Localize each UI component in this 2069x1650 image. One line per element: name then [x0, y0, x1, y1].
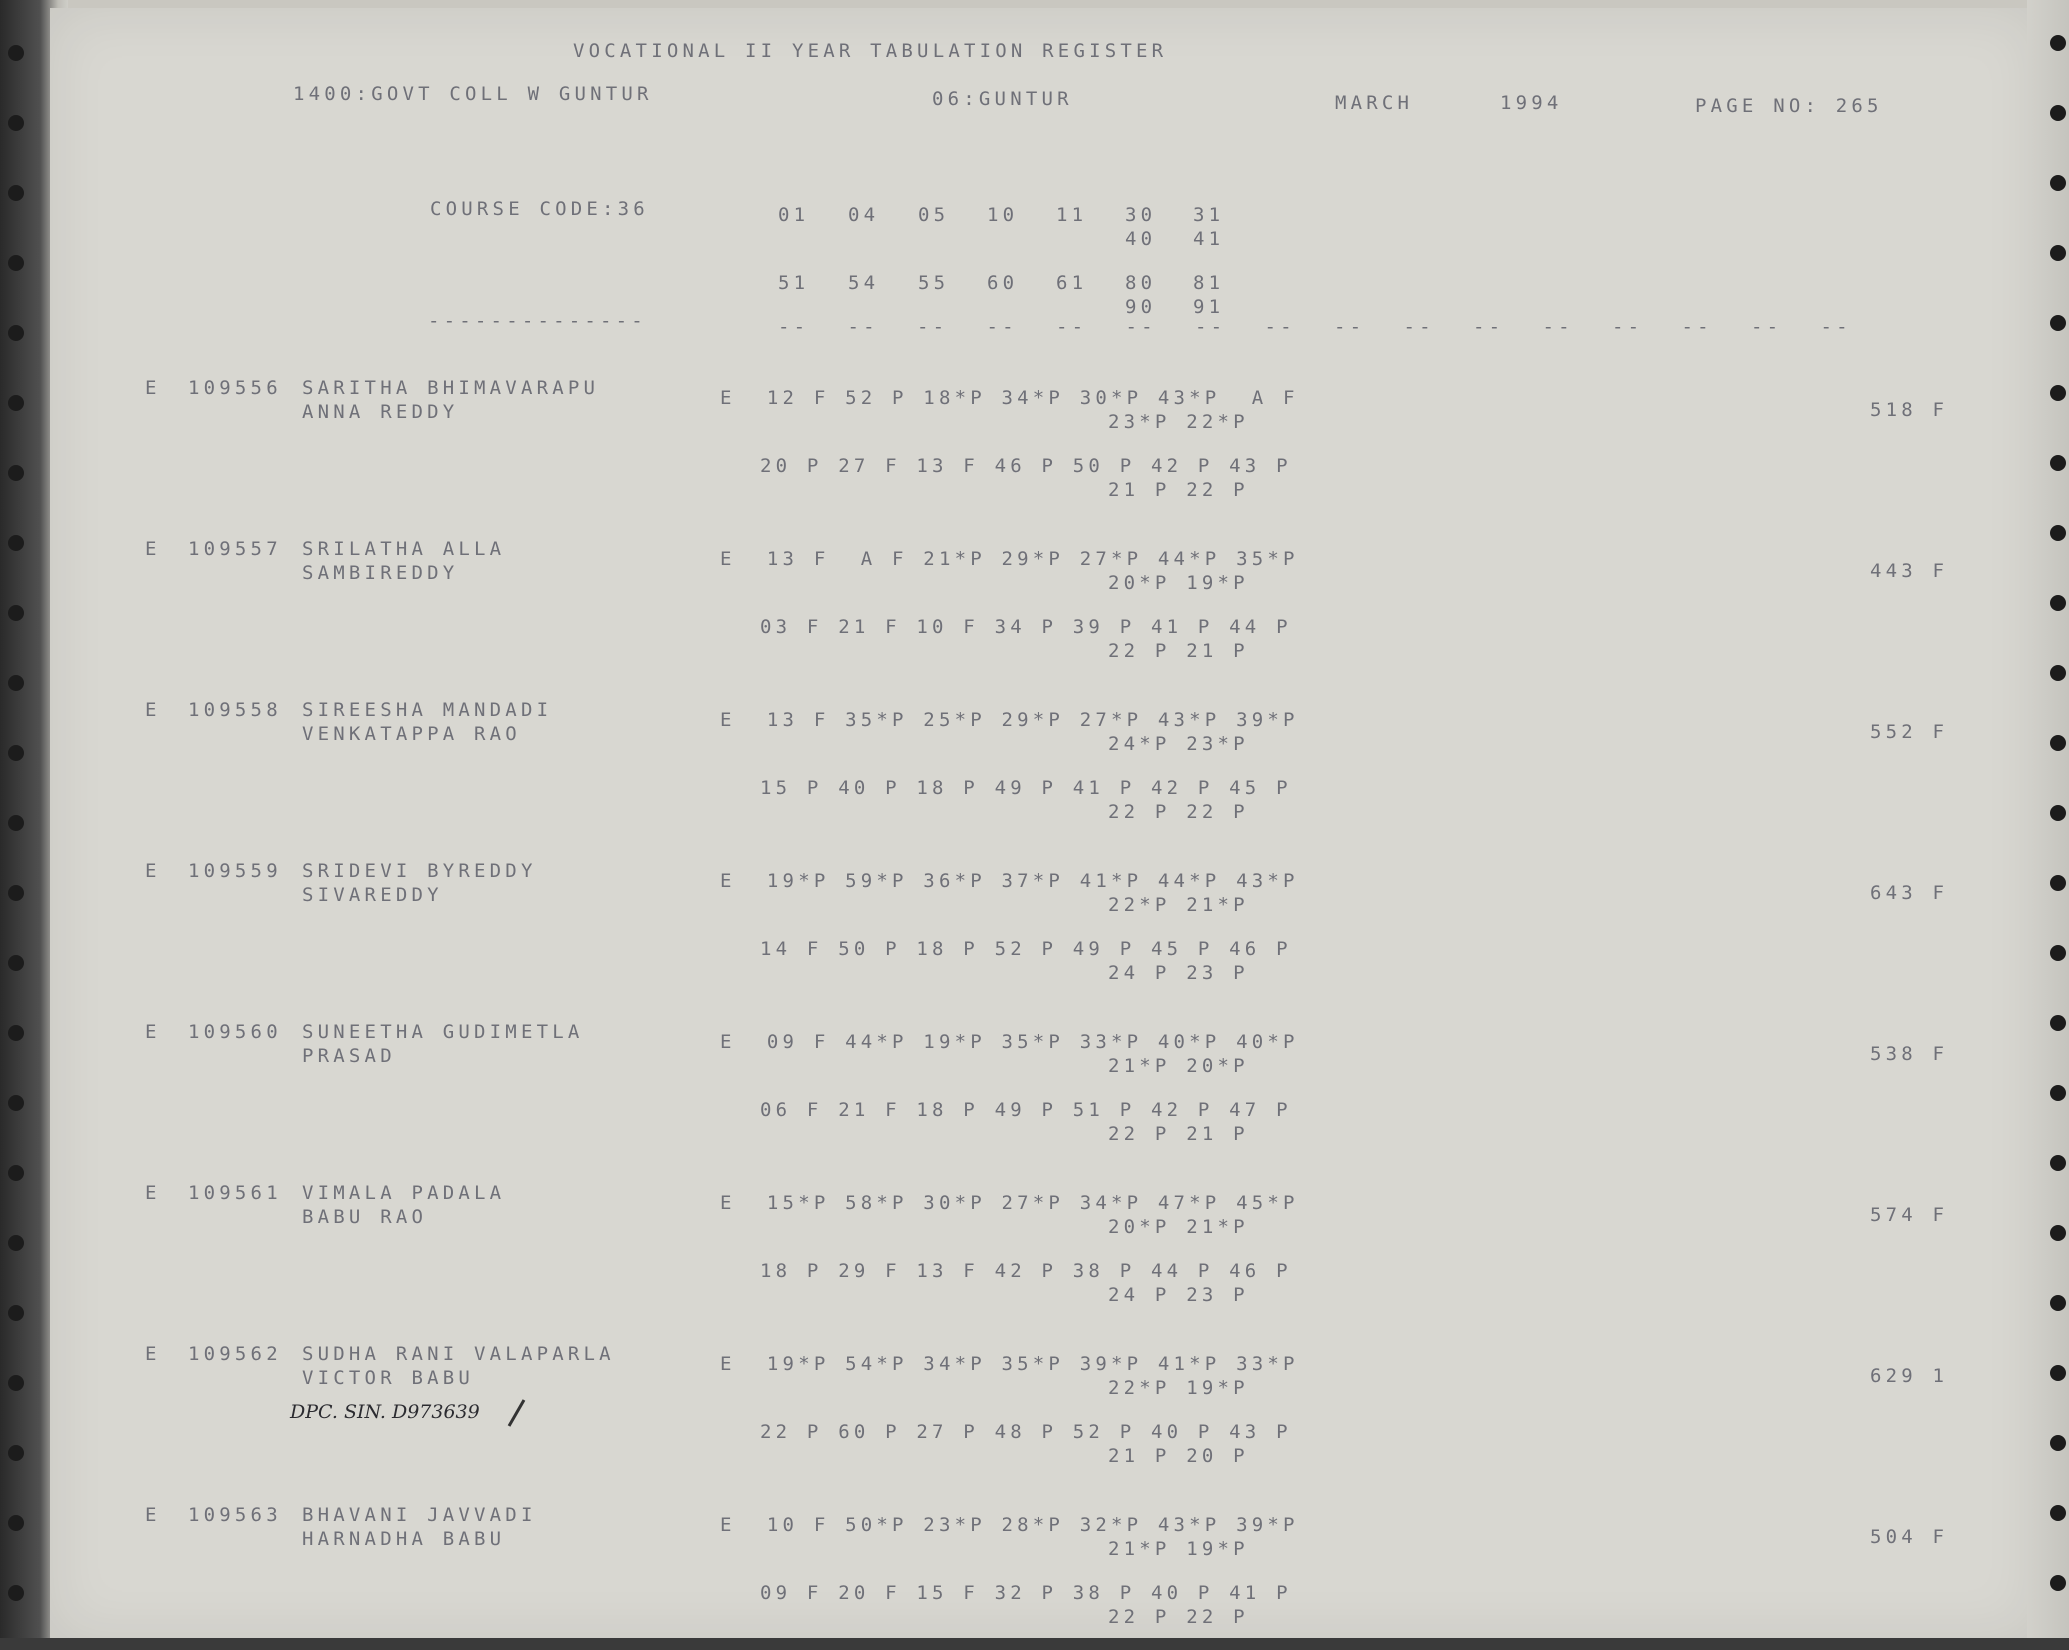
student-name: SARITHA BHIMAVARAPU [302, 377, 600, 399]
exam-month: MARCH [1335, 92, 1414, 114]
parent-name: BABU RAO [302, 1206, 428, 1228]
tractor-hole [8, 115, 24, 131]
marks-row-1b: 24*P 23*P [1108, 733, 1249, 755]
column-separator: -- [1751, 316, 1783, 338]
course-underline: -------------- [428, 310, 647, 332]
marks-row-1b: 22*P 21*P [1108, 894, 1249, 916]
record-flag: E [145, 860, 161, 882]
tractor-hole [2050, 1505, 2066, 1521]
marks-row-1b: 23*P 22*P [1108, 411, 1249, 433]
marks-row-1: E 19*P 54*P 34*P 35*P 39*P 41*P 33*P [720, 1353, 1299, 1375]
student-name: SRIDEVI BYREDDY [302, 860, 537, 882]
total-result: 443 F [1870, 560, 1949, 582]
tractor-hole [2050, 805, 2066, 821]
column-separator: -- [1403, 316, 1435, 338]
parent-name: HARNADHA BABU [302, 1528, 506, 1550]
tractor-hole [8, 1375, 24, 1391]
tractor-hole [2050, 455, 2066, 471]
exam-year: 1994 [1500, 92, 1563, 114]
total-result: 574 F [1870, 1204, 1949, 1226]
subject-code: 11 [1056, 204, 1088, 226]
tractor-hole [2050, 945, 2066, 961]
tractor-hole [8, 465, 24, 481]
tractor-hole [8, 745, 24, 761]
total-result: 518 F [1870, 399, 1949, 421]
tractor-hole [2050, 105, 2066, 121]
tractor-hole [8, 885, 24, 901]
course-code: COURSE CODE:36 [430, 198, 649, 220]
parent-name: SIVAREDDY [302, 884, 443, 906]
tractor-hole [2050, 1365, 2066, 1381]
tractor-hole [2050, 525, 2066, 541]
marks-row-2: 22 P 60 P 27 P 48 P 52 P 40 P 43 P [760, 1421, 1292, 1443]
marks-row-1b: 21*P 19*P [1108, 1538, 1249, 1560]
tractor-hole [8, 675, 24, 691]
marks-row-2: 14 F 50 P 18 P 52 P 49 P 45 P 46 P [760, 938, 1292, 960]
tractor-hole [2050, 315, 2066, 331]
subject-code: 60 [987, 272, 1019, 294]
parent-name: SAMBIREDDY [302, 562, 459, 584]
college-name: 1400:GOVT COLL W GUNTUR [293, 83, 653, 105]
column-separator: -- [986, 316, 1018, 338]
subject-code: 55 [918, 272, 950, 294]
marks-row-1b: 20*P 21*P [1108, 1216, 1249, 1238]
district-name: 06:GUNTUR [932, 88, 1073, 110]
tractor-hole [2050, 1225, 2066, 1241]
column-separator: -- [847, 316, 879, 338]
total-result: 629 1 [1870, 1365, 1949, 1387]
tractor-hole [2050, 385, 2066, 401]
marks-row-2b: 22 P 21 P [1108, 640, 1249, 662]
roll-number: 109558 [188, 699, 282, 721]
parent-name: VENKATAPPA RAO [302, 723, 521, 745]
subject-code: 05 [918, 204, 950, 226]
roll-number: 109559 [188, 860, 282, 882]
tabulation-sheet [50, 8, 2040, 1640]
tractor-hole [2050, 1435, 2066, 1451]
subject-code: 10 [987, 204, 1019, 226]
tractor-hole [8, 815, 24, 831]
column-separator: -- [917, 316, 949, 338]
total-result: 643 F [1870, 882, 1949, 904]
parent-name: ANNA REDDY [302, 401, 459, 423]
tractor-hole [8, 1515, 24, 1531]
column-separator: -- [778, 316, 810, 338]
register-title: VOCATIONAL II YEAR TABULATION REGISTER [573, 40, 1168, 62]
marks-row-2: 03 F 21 F 10 F 34 P 39 P 41 P 44 P [760, 616, 1292, 638]
column-separator: -- [1681, 316, 1713, 338]
roll-number: 109562 [188, 1343, 282, 1365]
tractor-hole [8, 255, 24, 271]
student-name: SUNEETHA GUDIMETLA [302, 1021, 584, 1043]
subject-code: 01 [778, 204, 810, 226]
tractor-hole [2050, 1295, 2066, 1311]
tractor-hole [2050, 875, 2066, 891]
record-flag: E [145, 1182, 161, 1204]
subject-code: 91 [1193, 296, 1225, 318]
subject-code: 51 [778, 272, 810, 294]
roll-number: 109560 [188, 1021, 282, 1043]
student-name: SIREESHA MANDADI [302, 699, 553, 721]
marks-row-1: E 15*P 58*P 30*P 27*P 34*P 47*P 45*P [720, 1192, 1299, 1214]
tractor-hole [8, 535, 24, 551]
tractor-hole [2050, 595, 2066, 611]
tractor-hole [8, 605, 24, 621]
marks-row-1: E 13 F A F 21*P 29*P 27*P 44*P 35*P [720, 548, 1299, 570]
marks-row-2b: 22 P 21 P [1108, 1123, 1249, 1145]
column-separator: -- [1612, 316, 1644, 338]
student-name: VIMALA PADALA [302, 1182, 506, 1204]
subject-code: 90 [1125, 296, 1157, 318]
tractor-hole [8, 1585, 24, 1601]
marks-row-1: E 13 F 35*P 25*P 29*P 27*P 43*P 39*P [720, 709, 1299, 731]
column-separator: -- [1542, 316, 1574, 338]
tractor-hole [8, 955, 24, 971]
record-flag: E [145, 538, 161, 560]
parent-name: PRASAD [302, 1045, 396, 1067]
marks-row-2b: 21 P 20 P [1108, 1445, 1249, 1467]
tractor-hole [8, 185, 24, 201]
tractor-hole [2050, 1015, 2066, 1031]
record-flag: E [145, 377, 161, 399]
tractor-hole [2050, 665, 2066, 681]
subject-code: 31 [1193, 204, 1225, 226]
marks-row-2b: 24 P 23 P [1108, 962, 1249, 984]
subject-code: 30 [1125, 204, 1157, 226]
tractor-hole [2050, 1575, 2066, 1591]
parent-name: VICTOR BABU [302, 1367, 475, 1389]
bottom-edge [0, 1638, 2069, 1650]
subject-code: 54 [848, 272, 880, 294]
subject-code: 61 [1056, 272, 1088, 294]
marks-row-1b: 20*P 19*P [1108, 572, 1249, 594]
marks-row-1: E 19*P 59*P 36*P 37*P 41*P 44*P 43*P [720, 870, 1299, 892]
student-name: BHAVANI JAVVADI [302, 1504, 537, 1526]
record-flag: E [145, 1343, 161, 1365]
roll-number: 109563 [188, 1504, 282, 1526]
marks-row-1: E 12 F 52 P 18*P 34*P 30*P 43*P A F [720, 387, 1299, 409]
marks-row-1b: 22*P 19*P [1108, 1377, 1249, 1399]
tractor-hole [8, 45, 24, 61]
tractor-hole [8, 395, 24, 411]
column-separator: -- [1473, 316, 1505, 338]
column-separator: -- [1334, 316, 1366, 338]
page-number: PAGE NO: 265 [1695, 95, 1883, 117]
record-flag: E [145, 699, 161, 721]
total-result: 504 F [1870, 1526, 1949, 1548]
tractor-hole [8, 1095, 24, 1111]
column-separator: -- [1820, 316, 1852, 338]
marks-row-2b: 22 P 22 P [1108, 1606, 1249, 1628]
roll-number: 109557 [188, 538, 282, 560]
column-separator: -- [1056, 316, 1088, 338]
marks-row-2: 06 F 21 F 18 P 49 P 51 P 42 P 47 P [760, 1099, 1292, 1121]
marks-row-2b: 24 P 23 P [1108, 1284, 1249, 1306]
record-flag: E [145, 1021, 161, 1043]
column-separator: -- [1264, 316, 1296, 338]
tractor-hole [8, 1305, 24, 1321]
marks-row-2: 18 P 29 F 13 F 42 P 38 P 44 P 46 P [760, 1260, 1292, 1282]
marks-row-2b: 21 P 22 P [1108, 479, 1249, 501]
marks-row-1b: 21*P 20*P [1108, 1055, 1249, 1077]
marks-row-2b: 22 P 22 P [1108, 801, 1249, 823]
column-separator: -- [1195, 316, 1227, 338]
tractor-hole [8, 325, 24, 341]
marks-row-2: 20 P 27 F 13 F 46 P 50 P 42 P 43 P [760, 455, 1292, 477]
tractor-hole [8, 1445, 24, 1461]
marks-row-1: E 09 F 44*P 19*P 35*P 33*P 40*P 40*P [720, 1031, 1299, 1053]
tractor-hole [2050, 1085, 2066, 1101]
record-flag: E [145, 1504, 161, 1526]
marks-row-2: 09 F 20 F 15 F 32 P 38 P 40 P 41 P [760, 1582, 1292, 1604]
marks-row-1: E 10 F 50*P 23*P 28*P 32*P 43*P 39*P [720, 1514, 1299, 1536]
subject-code: 81 [1193, 272, 1225, 294]
tractor-hole [2050, 35, 2066, 51]
roll-number: 109556 [188, 377, 282, 399]
handwritten-note: DPC. SIN. D973639 [290, 1401, 480, 1423]
subject-code: 40 [1125, 228, 1157, 250]
subject-code: 80 [1125, 272, 1157, 294]
student-name: SRILATHA ALLA [302, 538, 506, 560]
tractor-hole [8, 1165, 24, 1181]
tractor-hole [2050, 245, 2066, 261]
tractor-hole [2050, 735, 2066, 751]
tractor-hole [2050, 1155, 2066, 1171]
total-result: 552 F [1870, 721, 1949, 743]
student-name: SUDHA RANI VALAPARLA [302, 1343, 615, 1365]
marks-row-2: 15 P 40 P 18 P 49 P 41 P 42 P 45 P [760, 777, 1292, 799]
column-separator: -- [1125, 316, 1157, 338]
roll-number: 109561 [188, 1182, 282, 1204]
subject-code: 41 [1193, 228, 1225, 250]
tractor-hole [2050, 175, 2066, 191]
total-result: 538 F [1870, 1043, 1949, 1065]
subject-code: 04 [848, 204, 880, 226]
tractor-hole [8, 1025, 24, 1041]
tractor-hole [8, 1235, 24, 1251]
